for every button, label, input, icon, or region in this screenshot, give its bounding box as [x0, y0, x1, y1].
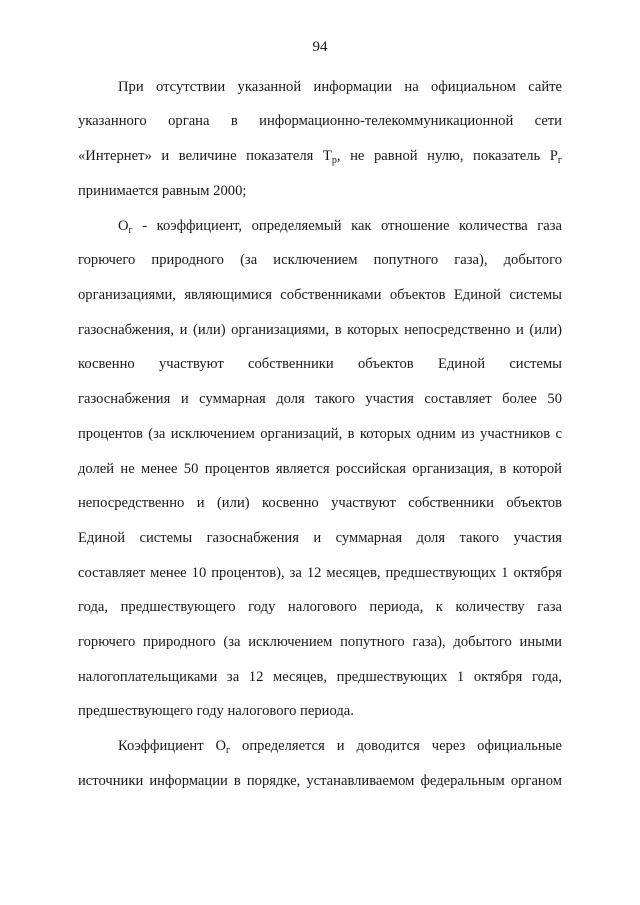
text-line: года, предшествующего году налогового периода, к количеству газа — [78, 599, 562, 615]
text-line: составляет менее 10 процентов), за 12 месяцев, предшествующих 1 октября — [78, 565, 562, 581]
text-line: организациями, являющимися собственниками объектов Единой системы — [78, 287, 562, 303]
text-line: косвенно участвуют собственники объектов Единой системы — [78, 356, 562, 372]
text-line: Единой системы газоснабжения и суммарная доля такого участия — [78, 530, 562, 546]
text-line: Коэффициент $О_г$ определяется и доводится через официальные — [118, 738, 562, 756]
text-line: При отсутствии указанной информации на официальном сайте — [118, 79, 562, 95]
text-line: источники информации в порядке, устанавливаемом федеральным органом — [78, 773, 562, 789]
text-line: процентов (за исключением организаций, в которых одним из участников с — [78, 426, 562, 442]
text-line: газоснабжения, и (или) организациями, в которых непосредственно и (или) — [78, 322, 562, 338]
text-line: «Интернет» и величине показателя $Т_р$, не равной нулю, показатель $Р_г$ — [78, 148, 562, 166]
text-line: $О_г$ - коэффициент, определяемый как отношение количества газа — [118, 218, 562, 236]
page-number: 94 — [312, 39, 328, 55]
text-line: горючего природного (за исключением попутного газа), добытого — [78, 252, 562, 268]
text-line: предшествующего году налогового периода. — [78, 703, 354, 719]
text-line: горючего природного (за исключением попутного газа), добытого иными — [78, 634, 562, 650]
text-line: принимается равным 2000; — [78, 183, 247, 199]
text-line: газоснабжения и суммарная доля такого участия составляет более 50 — [78, 391, 562, 407]
text-line: непосредственно и (или) косвенно участвуют собственники объектов — [78, 495, 562, 511]
text-line: налогоплательщиками за 12 месяцев, предшествующих 1 октября года, — [78, 669, 562, 685]
text-line: указанного органа в информационно-телекоммуникационной сети — [78, 113, 562, 129]
text-line: долей не менее 50 процентов является российская организация, в которой — [78, 461, 562, 477]
